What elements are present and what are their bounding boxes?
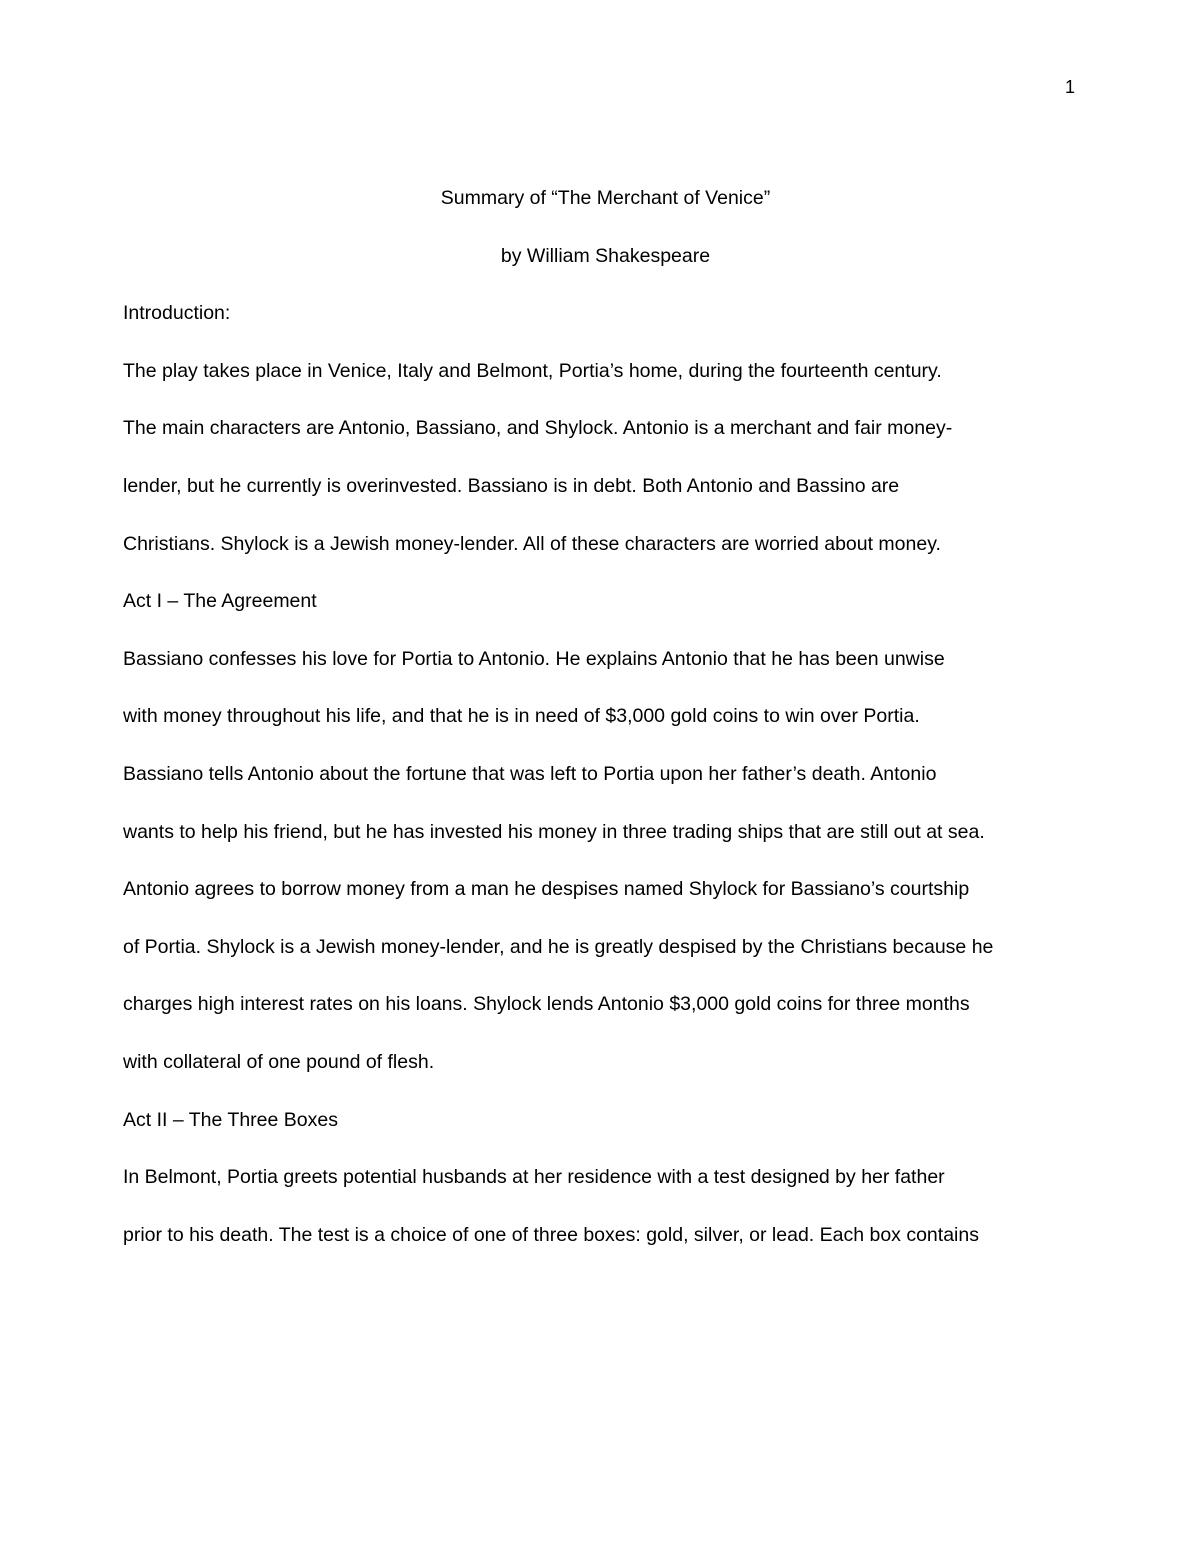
paragraph-line: lender, but he currently is overinvested. Bassiano is in debt. Both Antonio and Bassino are bbox=[123, 474, 900, 497]
introduction-heading: Introduction: bbox=[123, 302, 231, 325]
paragraph-line: Christians. Shylock is a Jewish money-lender. All of these characters are worried about money. bbox=[123, 532, 941, 555]
act1-paragraph-1 bbox=[123, 631, 1088, 861]
paragraph-line: prior to his death. The test is a choice of one of three boxes: gold, silver, or lead. Each box contains bbox=[123, 1223, 979, 1246]
document-title: Summary of “The Merchant of Venice” bbox=[440, 187, 771, 209]
paragraph-line: with money throughout his life, and that he is in need of $3,000 gold coins to win over Portia. bbox=[123, 705, 920, 728]
paragraph-line: charges high interest rates on his loans. Shylock lends Antonio $3,000 gold coins for three months bbox=[123, 993, 970, 1016]
paragraph-line: wants to help his friend, but he has invested his money in three trading ships that are still out at sea. bbox=[123, 820, 985, 843]
introduction-paragraph bbox=[123, 343, 1088, 573]
page-number: 1 bbox=[1064, 77, 1075, 97]
act2-heading: Act II – The Three Boxes bbox=[123, 1108, 338, 1131]
paragraph-line: The play takes place in Venice, Italy and Belmont, Portia’s home, during the fourteenth century. bbox=[123, 359, 942, 382]
paragraph-line: The main characters are Antonio, Bassiano, and Shylock. Antonio is a merchant and fair money- bbox=[123, 417, 953, 440]
act2-paragraph bbox=[123, 1149, 1088, 1264]
act1-heading: Act I – The Agreement bbox=[123, 590, 317, 613]
document-body bbox=[123, 170, 1088, 1264]
paragraph-line: with collateral of one pound of flesh. bbox=[123, 1050, 435, 1073]
paragraph-line: Bassiano confesses his love for Portia to Antonio. He explains Antonio that he has been unwise bbox=[123, 647, 945, 670]
paragraph-line: In Belmont, Portia greets potential husbands at her residence with a test designed by her father bbox=[123, 1166, 945, 1189]
paragraph-line: of Portia. Shylock is a Jewish money-lender, and he is greatly despised by the Christians because he bbox=[123, 935, 994, 958]
paragraph-line: Bassiano tells Antonio about the fortune that was left to Portia upon her father’s death. Antonio bbox=[123, 762, 937, 785]
paragraph-line: Antonio agrees to borrow money from a man he despises named Shylock for Bassiano’s courtship bbox=[123, 878, 970, 901]
act1-paragraph-2 bbox=[123, 861, 1088, 1091]
document-author: by William Shakespeare bbox=[500, 244, 711, 267]
